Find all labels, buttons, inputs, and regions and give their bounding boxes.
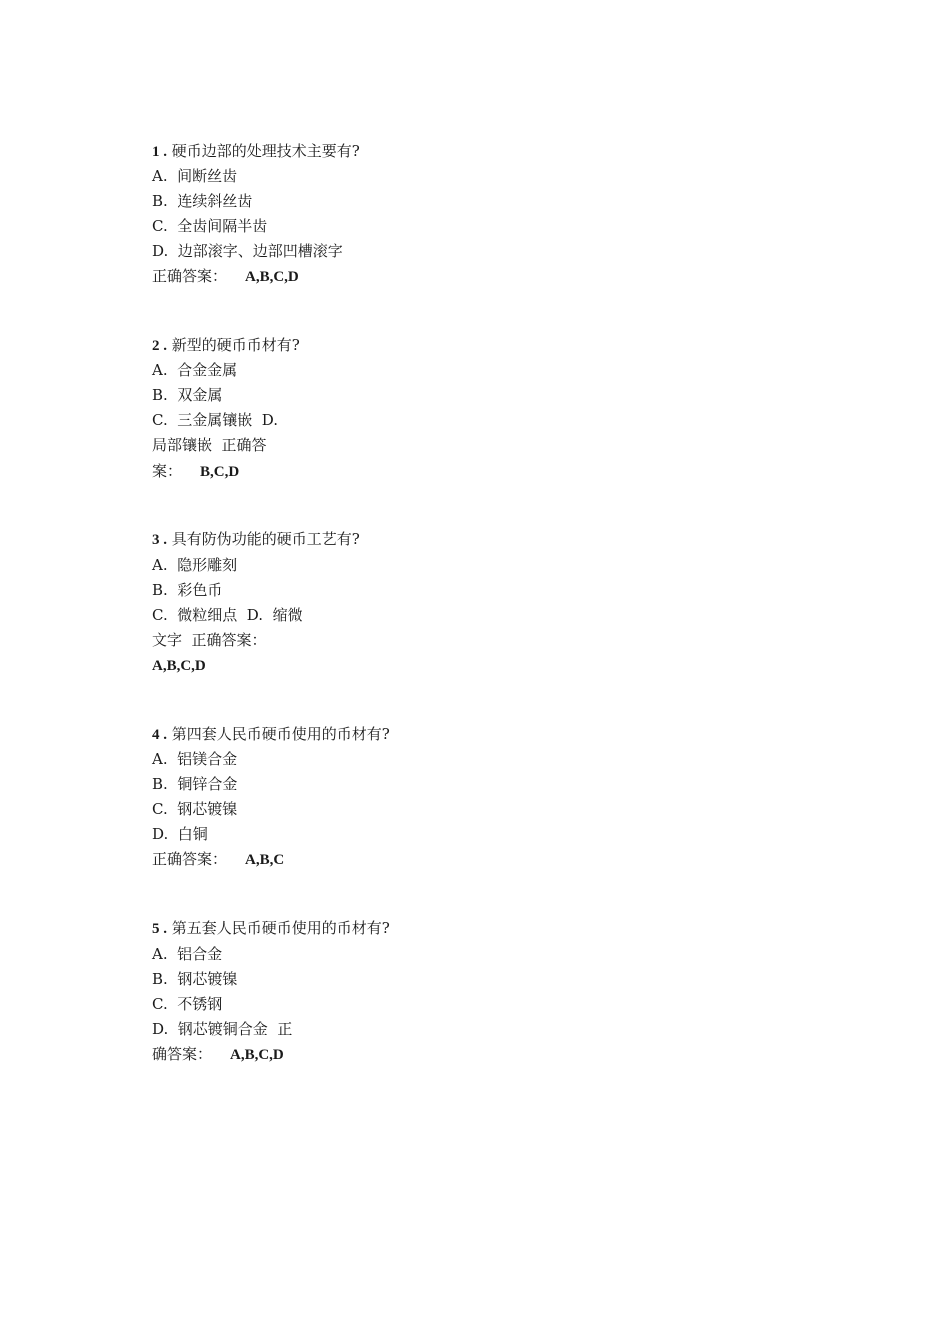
option-line: D. 钢芯镀铜合金 正: [152, 1020, 293, 1038]
question-stem: 具有防伪功能的硬币工艺有?: [171, 530, 360, 548]
answer-label: 确答案：: [152, 1045, 213, 1063]
option-line: A. 间断丝齿: [152, 167, 238, 185]
question-title: [152, 918, 390, 939]
option-line: B. 铜锌合金: [152, 775, 238, 793]
answer-value: A,B,C,D: [245, 269, 299, 285]
question-title: [152, 335, 300, 356]
option-line: C. 不锈钢: [152, 995, 223, 1013]
answer-value: A,B,C,D: [152, 658, 206, 674]
option-line: 文字 正确答案：: [152, 631, 267, 649]
option-line: C. 全齿间隔半齿: [152, 217, 268, 235]
answer-value: A,B,C: [245, 852, 285, 868]
option-line: A. 铝合金: [152, 945, 223, 963]
question-stem: 硬币边部的处理技术主要有?: [171, 142, 360, 160]
answer-line: [152, 849, 284, 870]
answer-line: [152, 655, 206, 676]
option-line: A. 隐形雕刻: [152, 556, 238, 574]
question-number: 3 .: [152, 532, 167, 548]
question-stem: 第五套人民币硬币使用的币材有?: [171, 919, 390, 937]
option-line: B. 双金属: [152, 386, 223, 404]
option-line: B. 彩色币: [152, 581, 223, 599]
option-line: C. 三金属镶嵌 D.: [152, 411, 279, 429]
option-line: B. 连续斜丝齿: [152, 192, 253, 210]
question-stem: 新型的硬币币材有?: [171, 336, 300, 354]
option-line: D. 边部滚字、边部凹槽滚字: [152, 242, 343, 260]
option-line: C. 微粒细点 D. 缩微: [152, 606, 303, 624]
answer-line: [152, 266, 299, 287]
option-line: C. 钢芯镀镍: [152, 800, 238, 818]
question-number: 4 .: [152, 727, 167, 743]
answer-value: A,B,C,D: [230, 1047, 284, 1063]
option-line: D. 白铜: [152, 825, 208, 843]
answer-label: 案：: [152, 462, 183, 480]
option-line: A. 铝镁合金: [152, 750, 238, 768]
question-title: [152, 724, 390, 745]
answer-value: B,C,D: [200, 464, 240, 480]
answer-line: [152, 461, 239, 482]
question-number: 2 .: [152, 338, 167, 354]
option-line: 局部镶嵌 正确答: [152, 436, 267, 454]
question-stem: 第四套人民币硬币使用的币材有?: [171, 725, 390, 743]
answer-line: [152, 1044, 284, 1065]
question-number: 5 .: [152, 921, 167, 937]
question-title: [152, 529, 360, 550]
question-number: 1 .: [152, 144, 167, 160]
answer-label: 正确答案：: [152, 850, 228, 868]
answer-label: 正确答案：: [152, 267, 228, 285]
option-line: A. 合金金属: [152, 361, 238, 379]
question-title: [152, 141, 360, 162]
option-line: B. 钢芯镀镍: [152, 970, 238, 988]
